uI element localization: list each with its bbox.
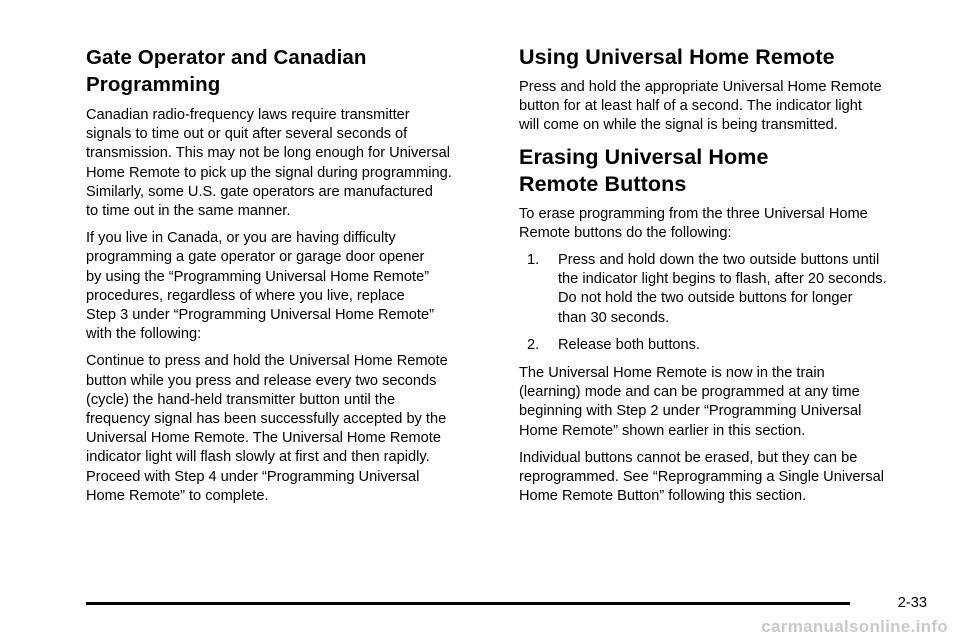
right-column — [519, 44, 939, 514]
footer-rule — [86, 602, 850, 605]
step-number: 2. — [527, 336, 540, 353]
continue-press-paragraph: Continue to press and hold the Universal Home Remote button while you press and release every two seconds (cycle) the hand-held transmitter button until the frequency signal has been successfully accepted by the Universal Home Remote. The Universal Home Remote indicator light will flash slowly at first and then rapidly. Proceed with Step 4 under “Programming Universal Home Remote” to complete. — [86, 353, 448, 504]
step-number: 1. — [527, 252, 540, 269]
step-text: Release both buttons. — [558, 336, 700, 353]
watermark: carmanualsonline.info — [761, 617, 948, 636]
gate-operator-heading: Gate Operator and Canadian Programming — [86, 46, 367, 96]
individual-buttons-paragraph: Individual buttons cannot be erased, but they can be reprogrammed. See “Reprogramming a Single Universal Home Remote Button” following this section. — [519, 449, 885, 505]
erase-intro-paragraph: To erase programming from the three Universal Home Remote buttons do the following: — [519, 205, 868, 241]
list-item — [519, 251, 939, 328]
erasing-buttons-heading: Erasing Universal Home Remote Buttons — [519, 144, 769, 196]
erase-steps-list — [519, 251, 939, 355]
page-number: 2-33 — [897, 595, 927, 611]
step-text: Press and hold down the two outside buttons until the indicator light begins to flash, after 20 seconds. Do not hold the two outside buttons for longer than 30 seconds. — [558, 252, 887, 326]
left-column — [86, 44, 496, 514]
canada-difficulty-paragraph: If you live in Canada, or you are having difficulty programming a gate operator or garage door opener by using the “Programming Universal Home Remote” procedures, regardless of where you live, replace Step 3 under “Programming Universal Home Remote” with the following: — [86, 230, 434, 343]
using-remote-heading: Using Universal Home Remote — [519, 45, 835, 69]
list-item — [519, 336, 939, 355]
train-mode-paragraph: The Universal Home Remote is now in the train (learning) mode and can be programmed at any time beginning with Step 2 under “Programming Universal Home Remote” shown earlier in this section. — [519, 365, 862, 439]
using-remote-paragraph: Press and hold the appropriate Universal Home Remote button for at least half of a second. The indicator light will come on while the signal is being transmitted. — [519, 79, 882, 134]
canadian-laws-paragraph: Canadian radio-frequency laws require transmitter signals to time out or quit after several seconds of transmission. This may not be long enough for Universal Home Remote to pick up the signal during programming. Similarly, some U.S. gate operators are manufactured to time out in the same manner. — [86, 107, 452, 220]
